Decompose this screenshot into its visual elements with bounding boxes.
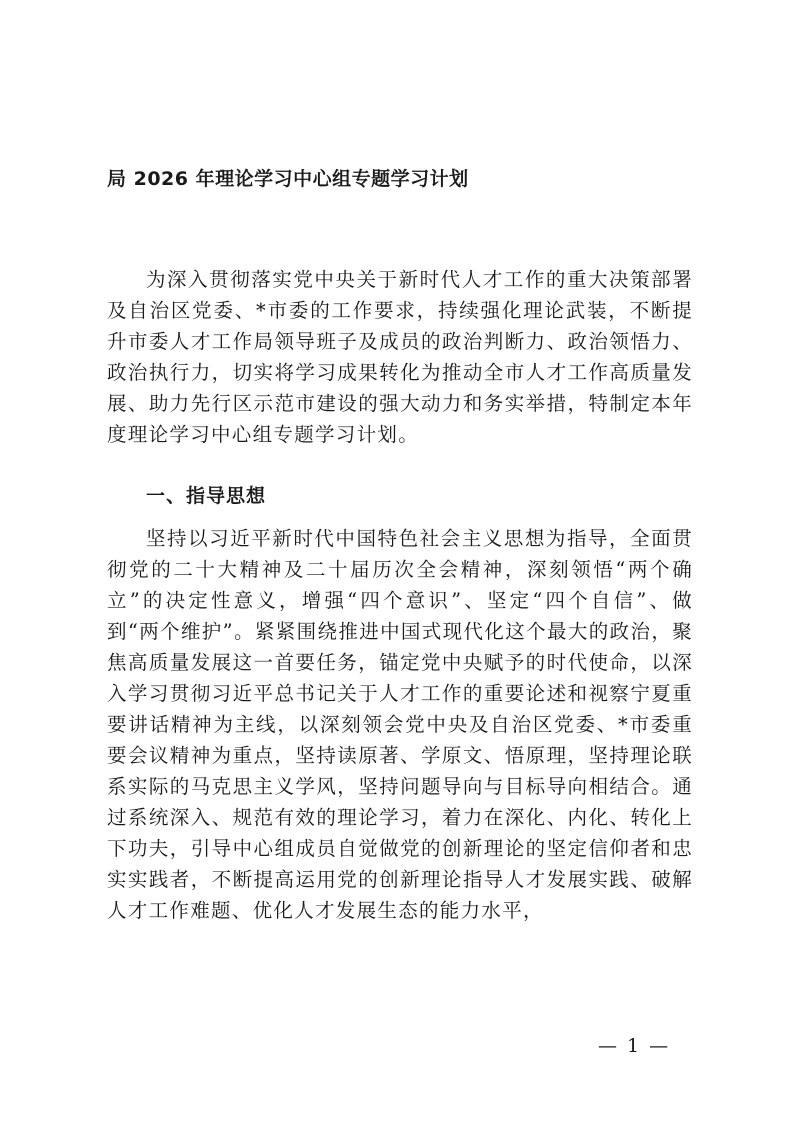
intro-paragraph: 为深入贯彻落实党中央关于新时代人才工作的重大决策部署及自治区党委、*市委的工作要求，持续强化理论武装，不断提升市委人才工作局领导班子及成员的政治判断力、政治领悟力、政治执行力，切实将学习成果转化为推动全市人才工作高质量发展、助力先行区示范市建设的强大动力和务实举措，特制定本年度理论学习中心组专题学习计划。 [107,268,693,446]
intro-section [107,264,693,450]
document-title: 局 2026 年理论学习中心组专题学习计划 [107,168,469,190]
page-number: — 1 — [598,1035,671,1057]
guiding-section [107,523,693,926]
guiding-paragraph: 坚持以习近平新时代中国特色社会主义思想为指导，全面贯彻党的二十大精神及二十届历次全会精神，深刻领悟“两个确立”的决定性意义，增强“四个意识”、坚定“四个自信”、做到“两个维护”。紧紧围绕推进中国式现代化这个最大的政治，聚焦高质量发展这一首要任务，锚定党中央赋予的时代使命，以深入学习贯彻习近平总书记关于人才工作的重要论述和视察宁夏重要讲话精神为主线，以深刻领会党中央及自治区党委、*市委重要会议精神为重点，坚持读原著、学原文、悟原理，坚持理论联系实际的马克思主义学风，坚持问题导向与目标导向相结合。通过系统深入、规范有效的理论学习，着力在深化、内化、转化上下功夫，引导中心组成员自觉做党的创新理论的坚定信仰者和忠实实践者，不断提高运用党的创新理论指导人才发展实践、破解人才工作难题、优化人才发展生态的能力水平， [107,527,693,922]
section-heading: 一、指导思想 [146,485,267,507]
